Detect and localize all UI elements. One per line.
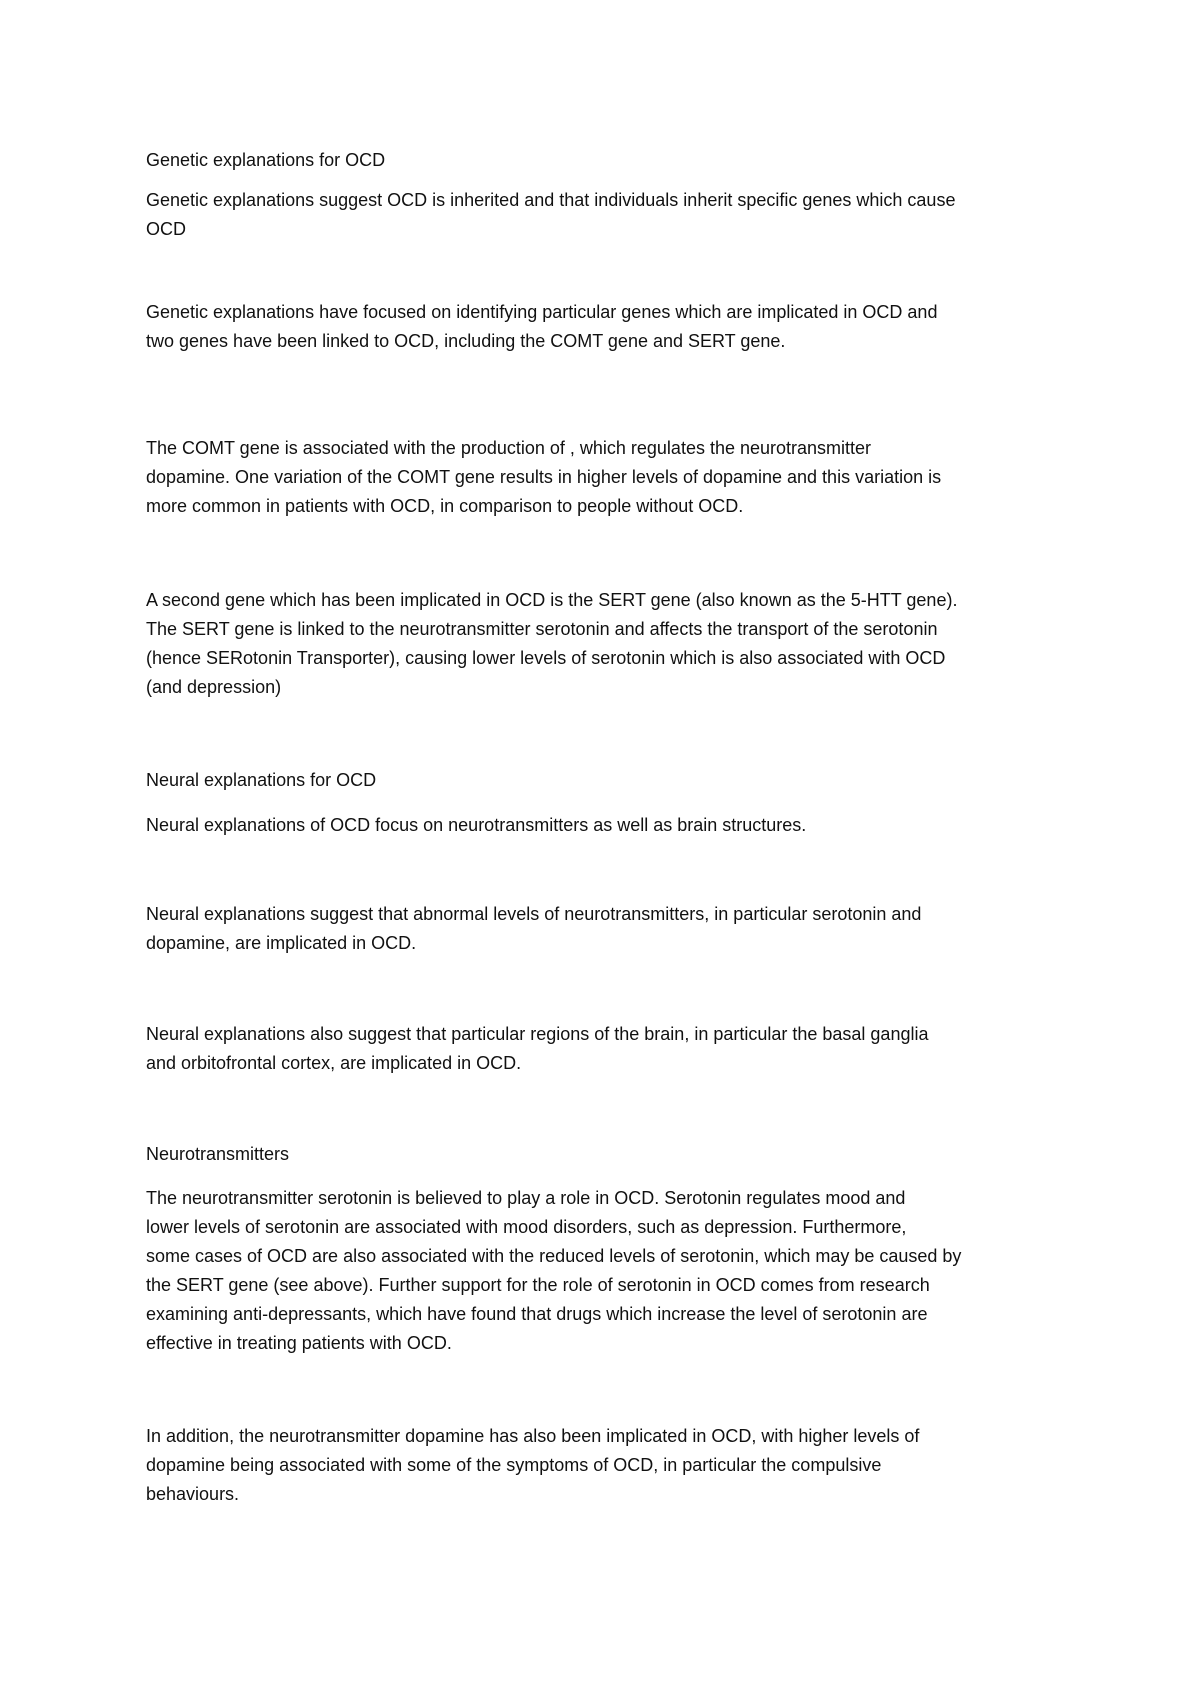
comt-line-1: The COMT gene is associated with the production of , which regulates the neurotransmitter <box>146 438 872 458</box>
neural-neurotransmitters-paragraph <box>146 900 921 958</box>
neural-brain-regions-line-2: and orbitofrontal cortex, are implicated in OCD. <box>146 1053 522 1073</box>
comt-line-2: dopamine. One variation of the COMT gene results in higher levels of dopamine and this variation is <box>146 467 942 487</box>
dopamine-line-2: dopamine being associated with some of the symptoms of OCD, in particular the compulsive <box>146 1455 882 1475</box>
genetic-intro-paragraph <box>146 186 955 244</box>
genetic-focus-line-1: Genetic explanations have focused on identifying particular genes which are implicated in OCD and <box>146 302 938 322</box>
sert-paragraph <box>146 586 957 702</box>
sert-line-4: (and depression) <box>146 677 282 697</box>
comt-line-3: more common in patients with OCD, in comparison to people without OCD. <box>146 496 744 516</box>
serotonin-line-1: The neurotransmitter serotonin is believed to play a role in OCD. Serotonin regulates mood and <box>146 1188 906 1208</box>
dopamine-line-1: In addition, the neurotransmitter dopamine has also been implicated in OCD, with higher levels of <box>146 1426 920 1446</box>
serotonin-line-4: the SERT gene (see above). Further support for the role of serotonin in OCD comes from research <box>146 1275 930 1295</box>
serotonin-line-6: effective in treating patients with OCD. <box>146 1333 452 1353</box>
genetic-focus-paragraph <box>146 298 937 356</box>
sert-line-1: A second gene which has been implicated in OCD is the SERT gene (also known as the 5-HTT gene). <box>146 590 958 610</box>
sert-line-2: The SERT gene is linked to the neurotransmitter serotonin and affects the transport of the serotonin <box>146 619 938 639</box>
dopamine-paragraph <box>146 1422 919 1509</box>
genetic-intro-line-2: OCD <box>146 219 186 239</box>
neural-neurotransmitters-line-2: dopamine, are implicated in OCD. <box>146 933 417 953</box>
neural-intro-paragraph: Neural explanations of OCD focus on neurotransmitters as well as brain structures. <box>146 815 807 835</box>
serotonin-line-2: lower levels of serotonin are associated with mood disorders, such as depression. Furthermore, <box>146 1217 907 1237</box>
dopamine-line-3: behaviours. <box>146 1484 240 1504</box>
genetic-heading: Genetic explanations for OCD <box>146 150 386 170</box>
neural-heading: Neural explanations for OCD <box>146 770 377 790</box>
neurotransmitters-heading: Neurotransmitters <box>146 1144 290 1164</box>
sert-line-3: (hence SERotonin Transporter), causing lower levels of serotonin which is also associated with OCD <box>146 648 946 668</box>
serotonin-line-3: some cases of OCD are also associated with the reduced levels of serotonin, which may be caused by <box>146 1246 962 1266</box>
neural-neurotransmitters-line-1: Neural explanations suggest that abnormal levels of neurotransmitters, in particular serotonin and <box>146 904 922 924</box>
genetic-focus-line-2: two genes have been linked to OCD, including the COMT gene and SERT gene. <box>146 331 786 351</box>
comt-paragraph <box>146 434 941 521</box>
serotonin-paragraph <box>146 1184 961 1358</box>
serotonin-line-5: examining anti-depressants, which have found that drugs which increase the level of serotonin are <box>146 1304 928 1324</box>
neural-brain-regions-line-1: Neural explanations also suggest that particular regions of the brain, in particular the basal ganglia <box>146 1024 929 1044</box>
genetic-intro-line-1: Genetic explanations suggest OCD is inherited and that individuals inherit specific genes which cause <box>146 190 956 210</box>
neural-brain-regions-paragraph <box>146 1020 928 1078</box>
